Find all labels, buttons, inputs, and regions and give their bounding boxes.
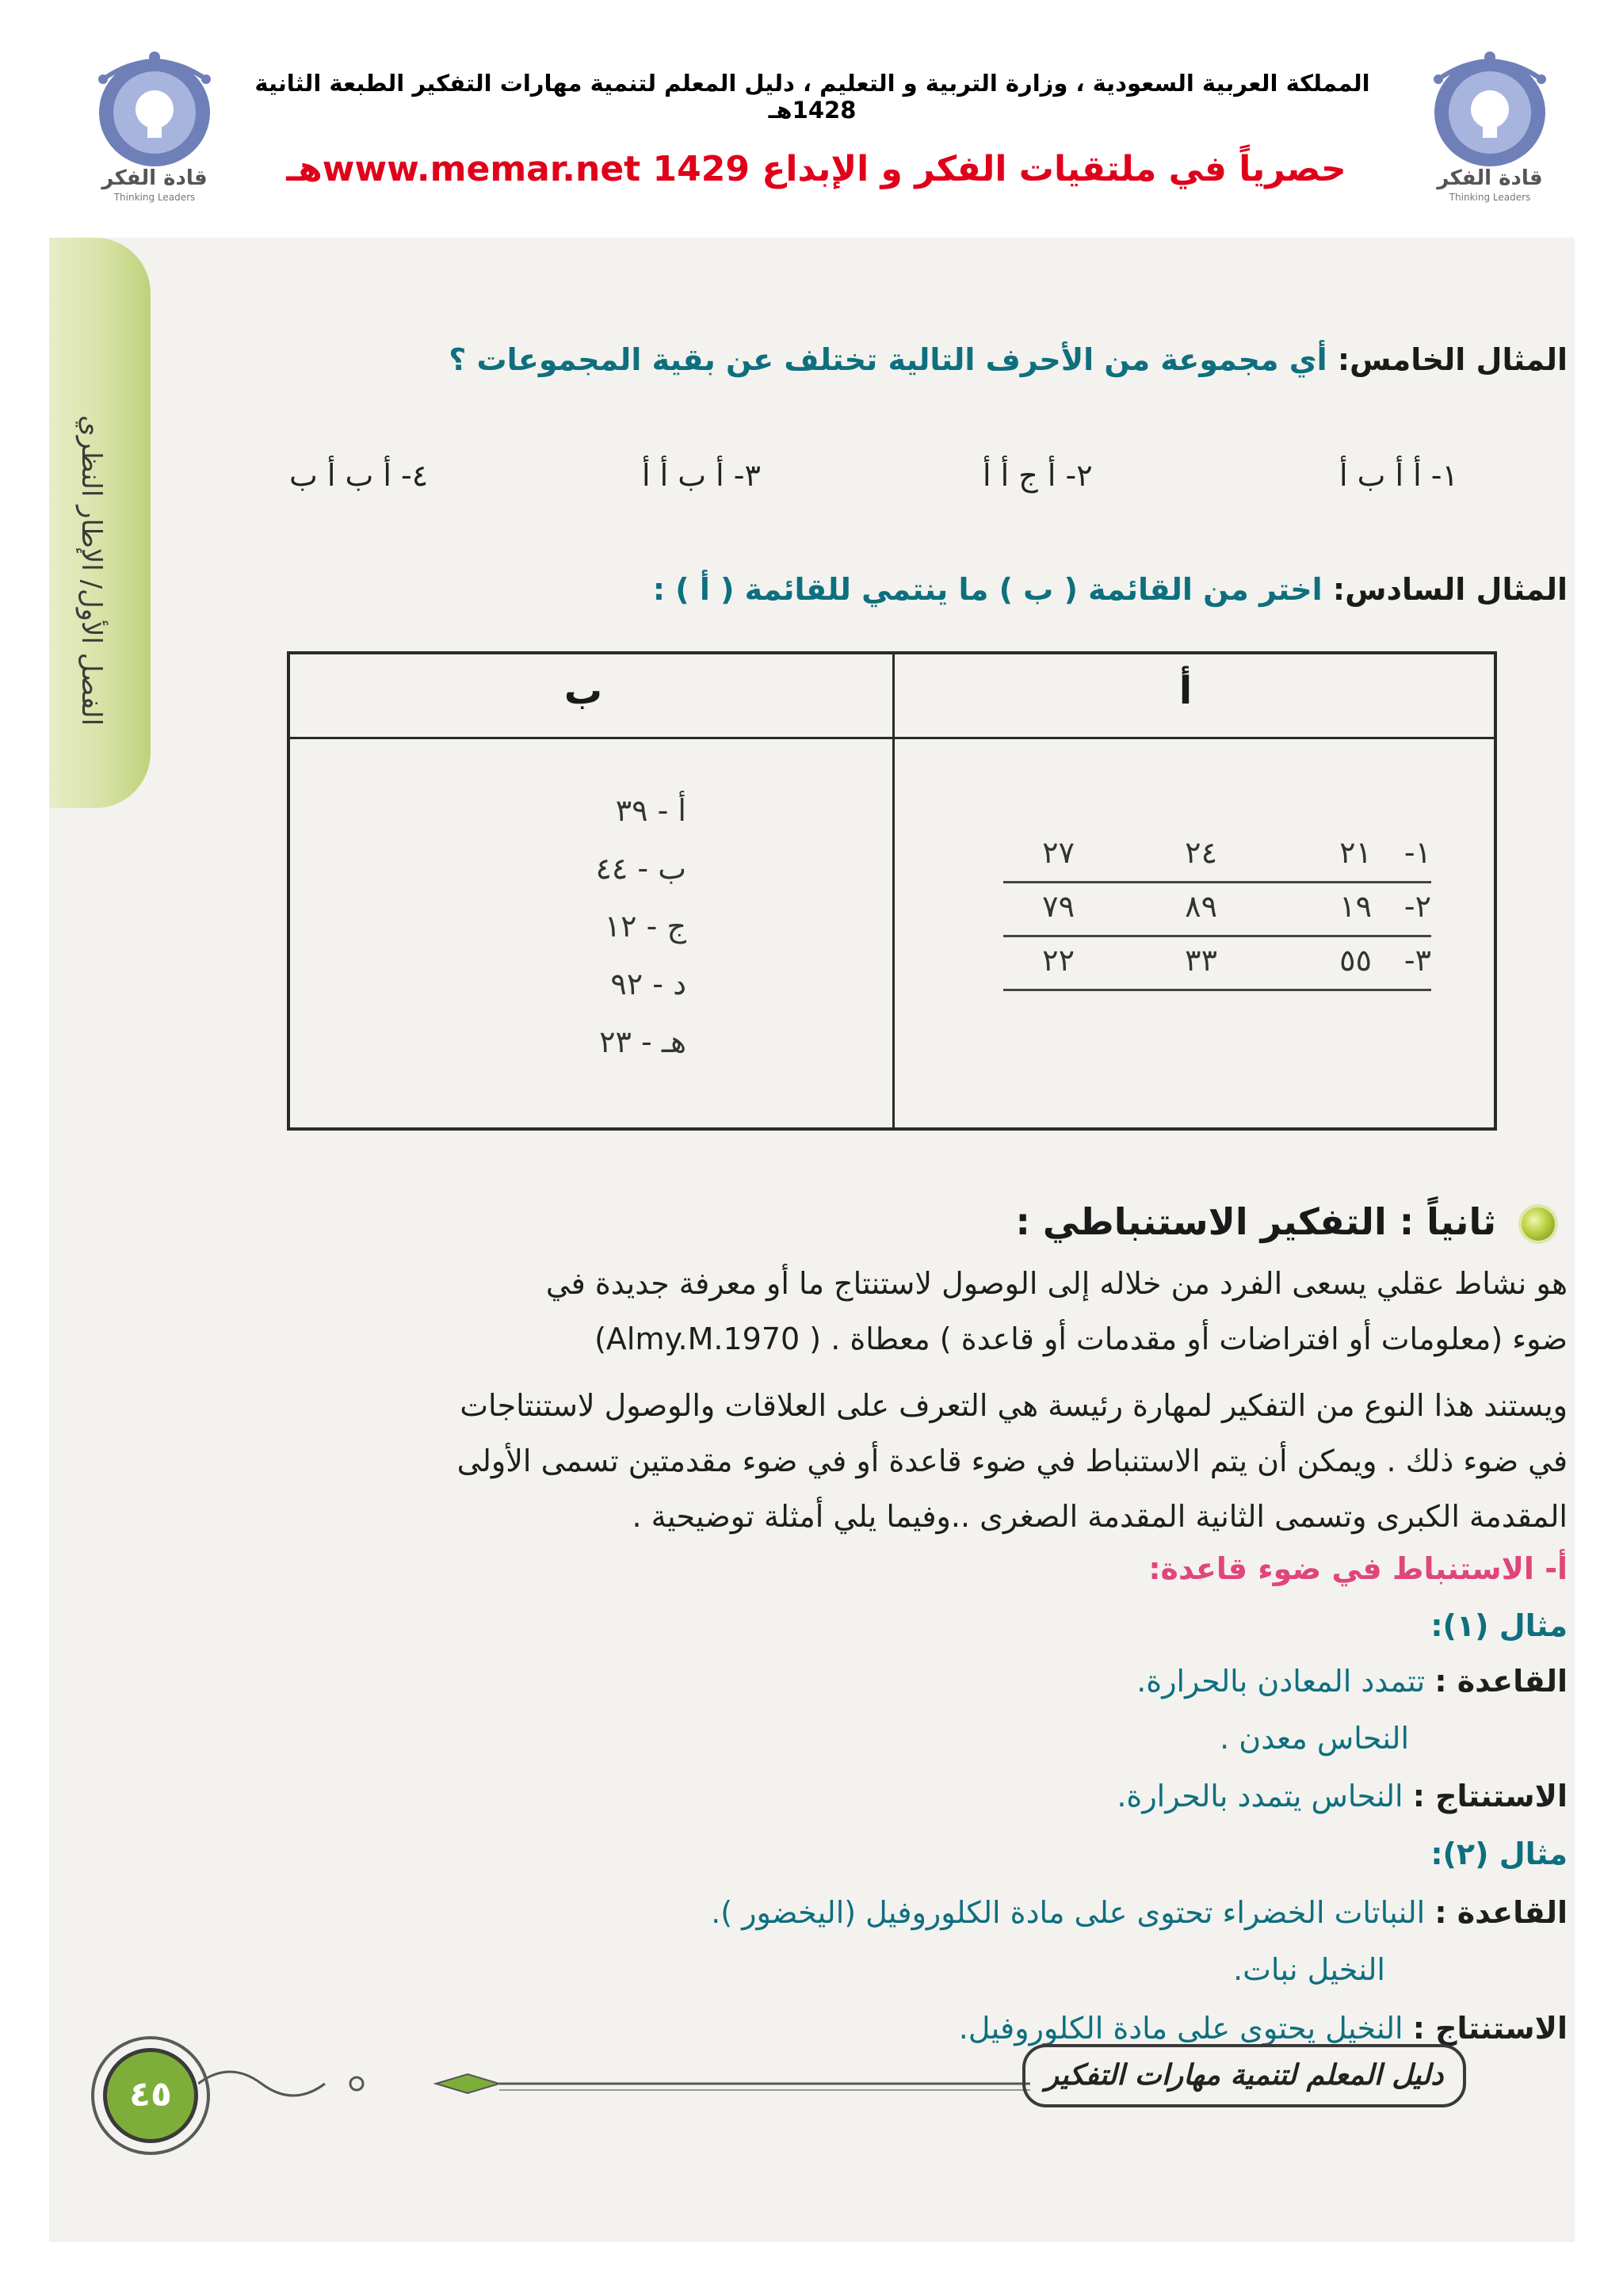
- list-a-row-num: ٣-: [1403, 943, 1431, 978]
- example-5-option-1: ١- أ أ ب أ: [1339, 458, 1458, 493]
- footer-book-title: دليل المعلم لتنمية مهارات التفكير: [1022, 2044, 1466, 2107]
- logo-right: [1415, 48, 1565, 206]
- logo-left: [79, 48, 230, 206]
- list-a-value: ٢٢: [1042, 943, 1075, 978]
- list-a-value: ٧٩: [1042, 889, 1075, 924]
- example-5-heading: [449, 342, 1568, 377]
- paragraph-line: ويستند هذا النوع من التفكير لمهارة رئيسة هي التعرف على العلاقات والوصول لاستنتاجات: [460, 1388, 1568, 1423]
- list-a-row-num: ٢-: [1403, 889, 1431, 924]
- logo-left-subtext: Thinking Leaders: [113, 192, 196, 203]
- subheading-deduction-by-rule: أ- الاستنباط في ضوء قاعدة:: [1148, 1551, 1568, 1586]
- example-5-label: المثال الخامس:: [1337, 342, 1568, 377]
- section-bullet-icon: [1522, 1207, 1555, 1241]
- table-column-divider: [892, 654, 895, 1127]
- list-a-value: ٢١: [1339, 835, 1372, 870]
- list-a-value: ٣٣: [1185, 943, 1217, 978]
- page-number: ٤٥: [103, 2048, 198, 2143]
- example-1-conclusion-text: النحاس يتمدد بالحرارة.: [1117, 1779, 1403, 1814]
- example-6-label: المثال السادس:: [1332, 572, 1568, 607]
- example-2-rule-label: القاعدة :: [1434, 1895, 1568, 1930]
- header-line-1: المملكة العربية السعودية ، وزارة التربية و التعليم ، دليل المعلم لتنمية مهارات التفكير الطبعة الثانية 1428هـ: [254, 70, 1370, 124]
- table-header-a: أ: [1178, 669, 1193, 713]
- example-1-label: مثال (١):: [1430, 1608, 1568, 1643]
- paragraph-line: ضوء (معلومات أو افتراضات أو مقدمات أو قاعدة ) معطاة . ( Almy.M.1970): [594, 1322, 1568, 1356]
- matching-table: [287, 651, 1497, 1131]
- list-a-row: [1003, 938, 1431, 991]
- example-2-conclusion: [959, 2011, 1568, 2046]
- logo-left-text: قادة الفكر: [101, 166, 208, 190]
- example-2-label: مثال (٢):: [1430, 1836, 1568, 1871]
- section-2-title: ثانياً : التفكير الاستنباطي :: [1015, 1200, 1496, 1243]
- example-5-option-4: ٤- أ ب أ ب: [289, 458, 429, 493]
- list-a-row: [1003, 884, 1431, 937]
- example-1-rule-label: القاعدة :: [1434, 1664, 1568, 1699]
- list-a-row: [1003, 830, 1431, 883]
- example-2-conclusion-label: الاستنتاج :: [1412, 2011, 1568, 2046]
- list-a-value: ٢٤: [1185, 835, 1217, 870]
- example-2-rule: [711, 1895, 1568, 1930]
- example-1-premise: النحاس معدن .: [1220, 1721, 1409, 1756]
- list-a-row-num: ١-: [1403, 835, 1431, 870]
- logo-right-subtext: Thinking Leaders: [1449, 192, 1531, 203]
- list-b-item: ج - ١٢: [604, 909, 686, 944]
- list-a-value: ٥٥: [1339, 943, 1372, 978]
- paragraph-line: في ضوء ذلك . ويمكن أن يتم الاستنباط في ضوء قاعدة أو في ضوء مقدمتين تسمى الأولى: [456, 1444, 1568, 1478]
- example-2-conclusion-text: النخيل يحتوى على مادة الكلوروفيل.: [958, 2011, 1403, 2046]
- header-line-2: حصرياً في ملتقيات الفكر و الإبداع www.memar.net 1429هـ: [286, 149, 1346, 189]
- example-5-question: أي مجموعة من الأحرف التالية تختلف عن بقية المجموعات ؟: [449, 342, 1327, 377]
- footer-ornament: [198, 2060, 1030, 2107]
- example-1-conclusion-label: الاستنتاج :: [1412, 1779, 1568, 1814]
- example-6-heading: [653, 572, 1568, 607]
- example-2-rule-text: النباتات الخضراء تحتوى على مادة الكلوروفيل (اليخضور ).: [711, 1895, 1426, 1930]
- paragraph-line: هو نشاط عقلي يسعى الفرد من خلاله إلى الوصول لاستنتاج ما أو معرفة جديدة في: [545, 1266, 1568, 1301]
- example-6-question: اختر من القائمة ( ب ) ما ينتمي للقائمة ( أ ) :: [652, 572, 1323, 607]
- chapter-side-tab-label: الفصل الأول/ الإطار النظري: [75, 414, 107, 727]
- list-a-value: ٢٧: [1042, 835, 1075, 870]
- example-2-premise: النخيل نبات.: [1233, 1952, 1385, 1987]
- list-a-value: ٨٩: [1185, 889, 1217, 924]
- table-header-divider: [290, 737, 1494, 739]
- paragraph-line: المقدمة الكبرى وتسمى الثانية المقدمة الصغرى ..وفيما يلي أمثلة توضيحية .: [632, 1499, 1568, 1534]
- list-b-item: هـ - ٢٣: [599, 1024, 686, 1059]
- example-1-rule: [1136, 1664, 1568, 1699]
- list-a-value: ١٩: [1339, 889, 1372, 924]
- example-1-conclusion: [1117, 1779, 1568, 1814]
- list-b-item: أ - ٣٩: [615, 793, 686, 828]
- list-b-item: د - ٩٢: [610, 967, 686, 1001]
- example-5-option-2: ٢- أ ج أ أ: [983, 458, 1093, 493]
- logo-right-text: قادة الفكر: [1437, 166, 1543, 190]
- example-5-option-3: ٣- أ ب أ أ: [642, 458, 761, 493]
- example-1-rule-text: تتمدد المعادن بالحرارة.: [1136, 1664, 1426, 1699]
- table-header-b: ب: [563, 669, 603, 713]
- list-b-item: ب - ٤٤: [595, 851, 686, 886]
